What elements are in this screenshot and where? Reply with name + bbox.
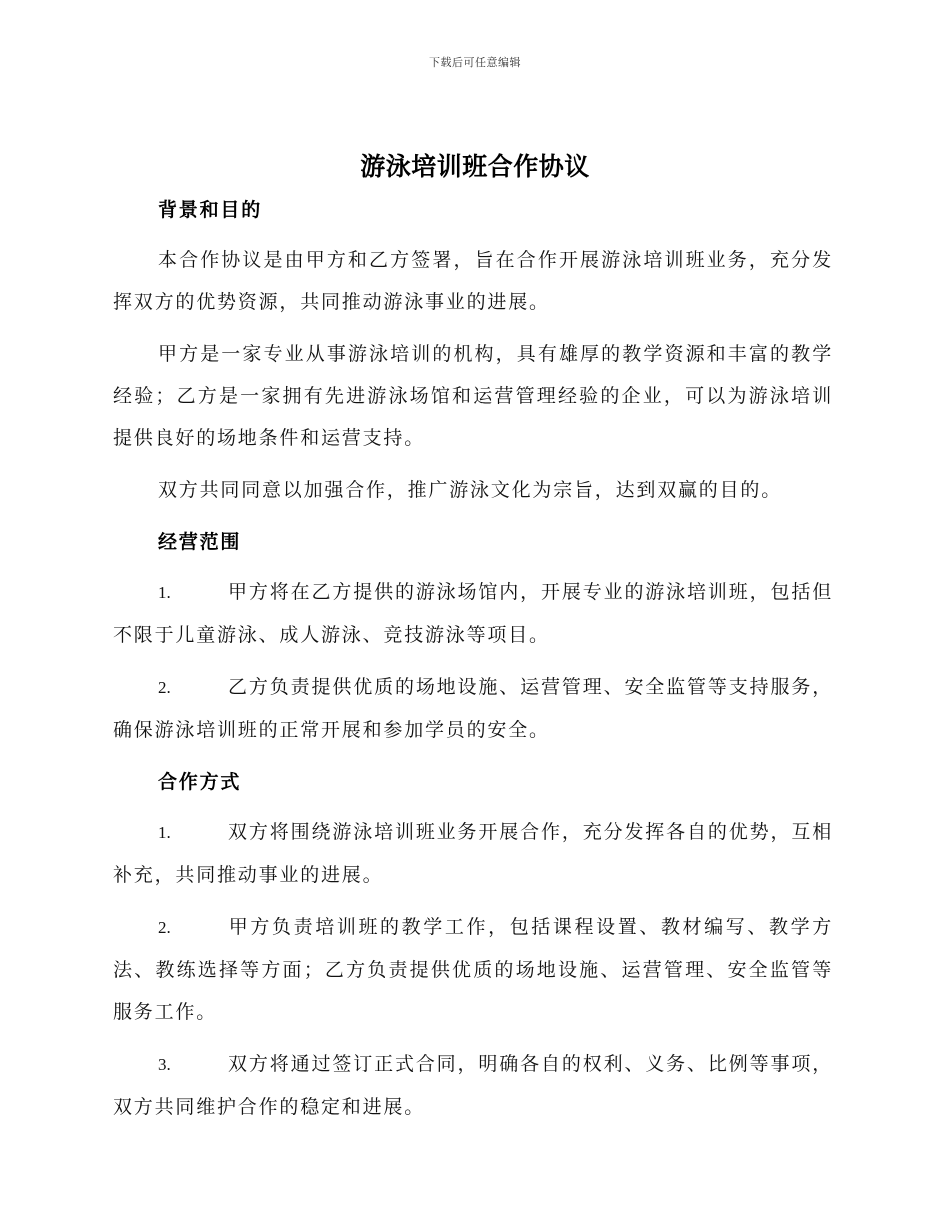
- list-item-number: 1.: [158, 583, 171, 602]
- paragraph: 本合作协议是由甲方和乙方签署，旨在合作开展游泳培训班业务，充分发挥双方的优势资源，共同推动游泳事业的进展。: [113, 249, 833, 313]
- paragraph: 甲方是一家专业从事游泳培训的机构，具有雄厚的教学资源和丰富的教学经验；乙方是一家拥有先进游泳场馆和运营管理经验的企业，可以为游泳培训提供良好的场地条件和运营支持。: [113, 343, 833, 449]
- list-item-text: 乙方负责提供优质的场地设施、运营管理、安全监管等支持服务，确保游泳培训班的正常开展和参加学员的安全。: [113, 676, 833, 741]
- list-item-number: 1.: [158, 823, 171, 842]
- document-title: 游泳培训班合作协议: [360, 152, 590, 181]
- list-item: [113, 666, 833, 751]
- list-item: [113, 811, 833, 896]
- list-item-text: 甲方将在乙方提供的游泳场馆内，开展专业的游泳培训班，包括但不限于儿童游泳、成人游泳、竞技游泳等项目。: [113, 581, 833, 646]
- paragraph: 双方共同同意以加强合作，推广游泳文化为宗旨，达到双赢的目的。: [158, 479, 783, 501]
- section-heading-scope: 经营范围: [158, 531, 242, 553]
- section-heading-background: 背景和目的: [158, 199, 263, 221]
- list-item-number: 2.: [158, 678, 171, 697]
- list-item: [113, 571, 833, 656]
- header-note: 下载后可任意编辑: [429, 56, 521, 69]
- list-item-text: 甲方负责培训班的教学工作，包括课程设置、教材编写、教学方法、教练选择等方面；乙方负责提供优质的场地设施、运营管理、安全监管等服务工作。: [113, 916, 833, 1023]
- list-item-text: 双方将通过签订正式合同，明确各自的权利、义务、比例等事项，双方共同维护合作的稳定和进展。: [113, 1053, 833, 1118]
- list-item: [113, 1043, 833, 1128]
- list-item-number: 3.: [158, 1055, 171, 1074]
- list-item: [113, 906, 833, 1033]
- document-body: [113, 189, 833, 1138]
- list-item-number: 2.: [158, 918, 171, 937]
- section-heading-cooperation: 合作方式: [158, 771, 242, 793]
- list-item-text: 双方将围绕游泳培训班业务开展合作，充分发挥各自的优势，互相补充，共同推动事业的进展。: [113, 821, 833, 886]
